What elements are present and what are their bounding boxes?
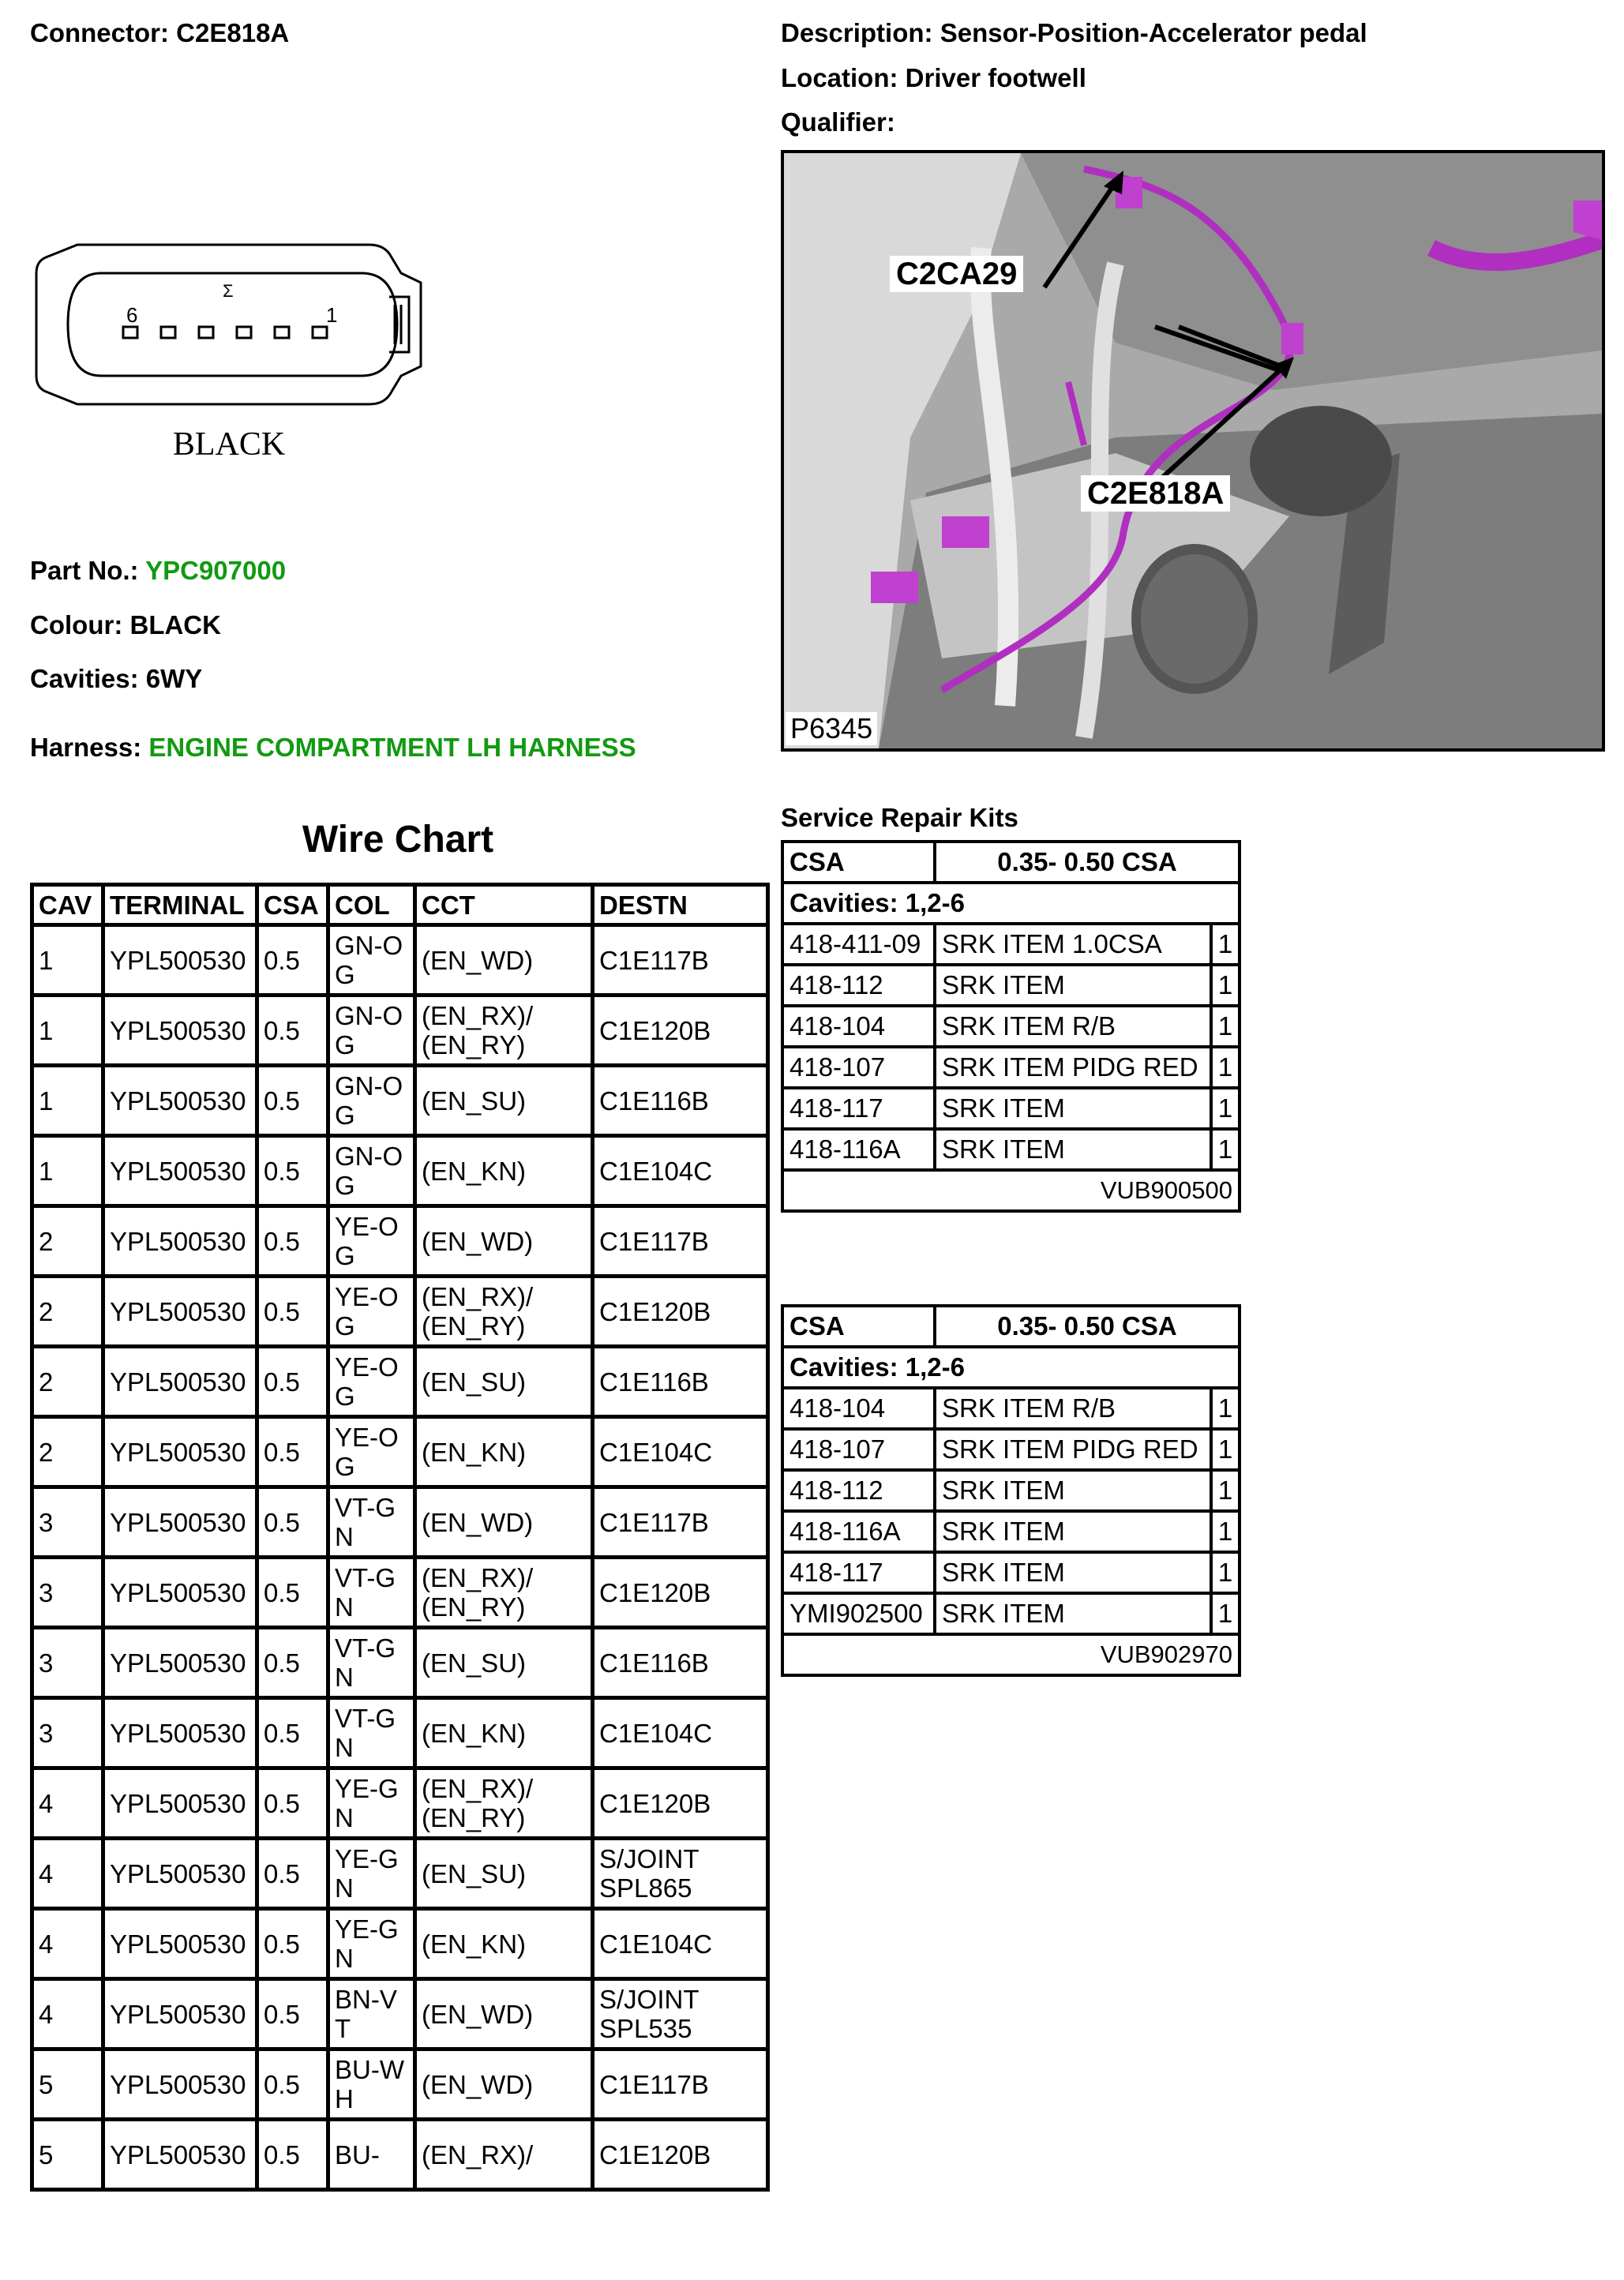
kit-number: VUB902970 bbox=[782, 1634, 1240, 1675]
terminal-cell: YPL500530 bbox=[103, 2120, 257, 2190]
terminal-cell: YPL500530 bbox=[103, 1277, 257, 1347]
csa-cell: 0.5 bbox=[257, 1628, 328, 1698]
circuit-cell: (EN_WD) bbox=[415, 1206, 593, 1277]
wire-chart-row bbox=[32, 1768, 768, 1839]
connector-face-drawing bbox=[30, 234, 429, 467]
csa-cell: 0.5 bbox=[257, 1066, 328, 1136]
circuit-cell: (EN_KN) bbox=[415, 1698, 593, 1768]
circuit-cell: (EN_SU) bbox=[415, 1066, 593, 1136]
kit-item-row bbox=[782, 1129, 1240, 1170]
header-col: COL bbox=[328, 885, 415, 925]
terminal-cell: YPL500530 bbox=[103, 1417, 257, 1487]
cav-cell: 2 bbox=[32, 1417, 103, 1487]
harness-line bbox=[30, 732, 636, 763]
kit-csa-label: CSA bbox=[782, 842, 935, 883]
location-label: Location: bbox=[781, 63, 898, 92]
cav-cell: 1 bbox=[32, 996, 103, 1066]
wire-chart-row bbox=[32, 1839, 768, 1909]
wire-chart-row bbox=[32, 1628, 768, 1698]
colour-cell: BU- bbox=[328, 2120, 415, 2190]
destination-cell: C1E116B bbox=[593, 1628, 768, 1698]
header-cct: CCT bbox=[415, 885, 593, 925]
terminal-cell: YPL500530 bbox=[103, 1979, 257, 2049]
wire-chart-row bbox=[32, 1698, 768, 1768]
circuit-cell: (EN_RX)/ bbox=[415, 2120, 593, 2190]
terminal-cell: YPL500530 bbox=[103, 1768, 257, 1839]
colour-cell: VT-GN bbox=[328, 1558, 415, 1628]
kit-csa-value: 0.35- 0.50 CSA bbox=[935, 1306, 1240, 1347]
kit-item-part: 418-116A bbox=[782, 1129, 935, 1170]
destination-cell: C1E120B bbox=[593, 996, 768, 1066]
destination-cell: C1E120B bbox=[593, 1768, 768, 1839]
wire-chart-row bbox=[32, 1347, 768, 1417]
qualifier-line bbox=[781, 107, 895, 138]
pin-6-label: 6 bbox=[126, 303, 138, 327]
kit-item-quantity: 1 bbox=[1211, 1429, 1240, 1470]
csa-cell: 0.5 bbox=[257, 1487, 328, 1558]
kit-item-row bbox=[782, 965, 1240, 1006]
wire-chart-row bbox=[32, 1277, 768, 1347]
circuit-cell: (EN_WD) bbox=[415, 925, 593, 996]
qualifier-label: Qualifier: bbox=[781, 107, 895, 137]
connector-id: C2E818A bbox=[176, 18, 290, 47]
circuit-cell: (EN_WD) bbox=[415, 1487, 593, 1558]
kit-item-part: 418-107 bbox=[782, 1047, 935, 1088]
kit-item-quantity: 1 bbox=[1211, 1511, 1240, 1552]
wire-chart-row bbox=[32, 2120, 768, 2190]
header-cav: CAV bbox=[32, 885, 103, 925]
colour-cell: GN-OG bbox=[328, 996, 415, 1066]
kit-item-description: SRK ITEM R/B bbox=[935, 1388, 1211, 1429]
kit-item-row bbox=[782, 1552, 1240, 1593]
kit-cavities-row bbox=[782, 1347, 1240, 1388]
service-repair-kits-title: Service Repair Kits bbox=[781, 803, 1018, 832]
kit-item-description: SRK ITEM bbox=[935, 1593, 1211, 1634]
description-label: Description: bbox=[781, 18, 933, 47]
part-number-line bbox=[30, 555, 286, 587]
kit-item-row bbox=[782, 1088, 1240, 1129]
wire-chart-row bbox=[32, 1487, 768, 1558]
kit-item-quantity: 1 bbox=[1211, 1129, 1240, 1170]
kit-item-description: SRK ITEM 1.0CSA bbox=[935, 924, 1211, 965]
circuit-cell: (EN_WD) bbox=[415, 2049, 593, 2120]
colour-cell: YE-OG bbox=[328, 1206, 415, 1277]
kit-number-row bbox=[782, 1634, 1240, 1675]
kit-item-row bbox=[782, 924, 1240, 965]
callout-c2e818a: C2E818A bbox=[1081, 475, 1230, 512]
csa-cell: 0.5 bbox=[257, 1206, 328, 1277]
terminal-cell: YPL500530 bbox=[103, 1558, 257, 1628]
colour-cell: YE-OG bbox=[328, 1417, 415, 1487]
pin-5 bbox=[161, 327, 175, 338]
callout-c2ca29: C2CA29 bbox=[890, 256, 1023, 292]
csa-cell: 0.5 bbox=[257, 1136, 328, 1206]
cavities-label: Cavities: bbox=[30, 664, 139, 693]
destination-cell: C1E120B bbox=[593, 1558, 768, 1628]
kit-item-part: 418-112 bbox=[782, 965, 935, 1006]
cav-cell: 2 bbox=[32, 1277, 103, 1347]
location-photo bbox=[781, 150, 1605, 752]
kit-item-part: 418-104 bbox=[782, 1388, 935, 1429]
csa-cell: 0.5 bbox=[257, 1347, 328, 1417]
kit-item-quantity: 1 bbox=[1211, 1552, 1240, 1593]
wire-chart-row bbox=[32, 2049, 768, 2120]
cav-cell: 4 bbox=[32, 1979, 103, 2049]
terminal-cell: YPL500530 bbox=[103, 1487, 257, 1558]
location-line bbox=[781, 62, 1086, 94]
csa-cell: 0.5 bbox=[257, 1558, 328, 1628]
kit-item-quantity: 1 bbox=[1211, 1006, 1240, 1047]
kit-item-description: SRK ITEM PIDG RED bbox=[935, 1429, 1211, 1470]
destination-cell: C1E120B bbox=[593, 2120, 768, 2190]
kit-csa-value: 0.35- 0.50 CSA bbox=[935, 842, 1240, 883]
circuit-cell: (EN_SU) bbox=[415, 1347, 593, 1417]
kit-number-row bbox=[782, 1170, 1240, 1211]
terminal-cell: YPL500530 bbox=[103, 1066, 257, 1136]
destination-cell: S/JOINT SPL865 bbox=[593, 1839, 768, 1909]
kit-item-description: SRK ITEM bbox=[935, 1129, 1211, 1170]
wire-chart-row bbox=[32, 1206, 768, 1277]
pin-1-label: 1 bbox=[326, 303, 338, 327]
part-number-value[interactable]: YPC907000 bbox=[145, 556, 287, 585]
terminal-cell: YPL500530 bbox=[103, 1909, 257, 1979]
kit-item-row bbox=[782, 1429, 1240, 1470]
image-reference: P6345 bbox=[786, 712, 877, 745]
csa-cell: 0.5 bbox=[257, 1979, 328, 2049]
kit-item-part: 418-107 bbox=[782, 1429, 935, 1470]
destination-cell: C1E117B bbox=[593, 1206, 768, 1277]
destination-cell: C1E116B bbox=[593, 1347, 768, 1417]
pin-2 bbox=[275, 327, 289, 338]
pin-6 bbox=[123, 327, 137, 338]
colour-cell: BN-VT bbox=[328, 1979, 415, 2049]
connector-outer-shell bbox=[36, 245, 421, 404]
kit-number: VUB900500 bbox=[782, 1170, 1240, 1211]
connector-colour-label: BLACK bbox=[172, 426, 286, 463]
kit-item-part: 418-117 bbox=[782, 1552, 935, 1593]
kit-item-quantity: 1 bbox=[1211, 1593, 1240, 1634]
kit-item-quantity: 1 bbox=[1211, 1388, 1240, 1429]
cav-cell: 3 bbox=[32, 1558, 103, 1628]
pin-1 bbox=[313, 327, 327, 338]
colour-cell: YE-GN bbox=[328, 1909, 415, 1979]
csa-cell: 0.5 bbox=[257, 1417, 328, 1487]
header-destn: DESTN bbox=[593, 885, 768, 925]
csa-cell: 0.5 bbox=[257, 996, 328, 1066]
kit-item-row bbox=[782, 1047, 1240, 1088]
connector-label: Connector: bbox=[30, 18, 169, 47]
kit-item-description: SRK ITEM PIDG RED bbox=[935, 1047, 1211, 1088]
cav-cell: 2 bbox=[32, 1206, 103, 1277]
destination-cell: C1E104C bbox=[593, 1136, 768, 1206]
colour-line bbox=[30, 609, 221, 641]
colour-cell: BU-WH bbox=[328, 2049, 415, 2120]
colour-value: BLACK bbox=[129, 610, 221, 639]
pin-4 bbox=[199, 327, 213, 338]
destination-cell: C1E116B bbox=[593, 1066, 768, 1136]
kit-item-part: 418-104 bbox=[782, 1006, 935, 1047]
cav-cell: 3 bbox=[32, 1698, 103, 1768]
repair-kit-table-2 bbox=[781, 1304, 1241, 1677]
kit-item-quantity: 1 bbox=[1211, 1047, 1240, 1088]
pin-3 bbox=[237, 327, 251, 338]
photo-illustration bbox=[784, 153, 1602, 748]
wire-chart-row bbox=[32, 1066, 768, 1136]
circuit-cell: (EN_KN) bbox=[415, 1136, 593, 1206]
terminal-cell: YPL500530 bbox=[103, 1347, 257, 1417]
harness-value[interactable]: ENGINE COMPARTMENT LH HARNESS bbox=[148, 733, 636, 762]
kit-item-part: 418-116A bbox=[782, 1511, 935, 1552]
kit-item-quantity: 1 bbox=[1211, 965, 1240, 1006]
header-terminal: TERMINAL bbox=[103, 885, 257, 925]
colour-cell: VT-GN bbox=[328, 1628, 415, 1698]
colour-cell: GN-OG bbox=[328, 1066, 415, 1136]
terminal-cell: YPL500530 bbox=[103, 996, 257, 1066]
colour-cell: YE-GN bbox=[328, 1768, 415, 1839]
circuit-cell: (EN_RX)/ (EN_RY) bbox=[415, 1558, 593, 1628]
destination-cell: C1E117B bbox=[593, 925, 768, 996]
wire-chart-row bbox=[32, 1909, 768, 1979]
circuit-cell: (EN_KN) bbox=[415, 1909, 593, 1979]
kit-item-row bbox=[782, 1006, 1240, 1047]
colour-cell: VT-GN bbox=[328, 1487, 415, 1558]
colour-cell: GN-OG bbox=[328, 925, 415, 996]
circuit-cell: (EN_SU) bbox=[415, 1628, 593, 1698]
circuit-cell: (EN_KN) bbox=[415, 1417, 593, 1487]
cav-cell: 4 bbox=[32, 1909, 103, 1979]
wire-chart-header-row bbox=[32, 885, 768, 925]
csa-cell: 0.5 bbox=[257, 1909, 328, 1979]
circuit-cell: (EN_RX)/ (EN_RY) bbox=[415, 1768, 593, 1839]
kit-item-description: SRK ITEM bbox=[935, 965, 1211, 1006]
wire-chart-row bbox=[32, 1979, 768, 2049]
kit-cavities-row bbox=[782, 883, 1240, 924]
kit-csa-row bbox=[782, 1306, 1240, 1347]
cav-cell: 3 bbox=[32, 1628, 103, 1698]
cav-cell: 1 bbox=[32, 1066, 103, 1136]
destination-cell: C1E104C bbox=[593, 1417, 768, 1487]
cav-cell: 2 bbox=[32, 1347, 103, 1417]
cavities-value: 6WY bbox=[145, 664, 203, 693]
kit-item-quantity: 1 bbox=[1211, 1088, 1240, 1129]
cav-cell: 1 bbox=[32, 925, 103, 996]
colour-cell: VT-GN bbox=[328, 1698, 415, 1768]
wire-chart-row bbox=[32, 1136, 768, 1206]
wire-chart-row bbox=[32, 1558, 768, 1628]
circuit-cell: (EN_WD) bbox=[415, 1979, 593, 2049]
kit-item-row bbox=[782, 1511, 1240, 1552]
kit-item-row bbox=[782, 1593, 1240, 1634]
cav-cell: 4 bbox=[32, 1839, 103, 1909]
kit-csa-label: CSA bbox=[782, 1306, 935, 1347]
circuit-cell: (EN_RX)/ (EN_RY) bbox=[415, 1277, 593, 1347]
kit-item-part: 418-112 bbox=[782, 1470, 935, 1511]
csa-cell: 0.5 bbox=[257, 1768, 328, 1839]
destination-cell: C1E117B bbox=[593, 1487, 768, 1558]
kit-item-description: SRK ITEM bbox=[935, 1511, 1211, 1552]
wire-chart-table bbox=[30, 883, 770, 2192]
cav-cell: 1 bbox=[32, 1136, 103, 1206]
csa-cell: 0.5 bbox=[257, 925, 328, 996]
kit-item-quantity: 1 bbox=[1211, 924, 1240, 965]
circuit-cell: (EN_SU) bbox=[415, 1839, 593, 1909]
destination-cell: C1E104C bbox=[593, 1909, 768, 1979]
kit-item-part: YMI902500 bbox=[782, 1593, 935, 1634]
destination-cell: S/JOINT SPL535 bbox=[593, 1979, 768, 2049]
colour-cell: GN-OG bbox=[328, 1136, 415, 1206]
location-value: Driver footwell bbox=[905, 63, 1086, 92]
kit-item-part: 418-411-09 bbox=[782, 924, 935, 965]
terminal-cell: YPL500530 bbox=[103, 1839, 257, 1909]
csa-cell: 0.5 bbox=[257, 1277, 328, 1347]
terminal-cell: YPL500530 bbox=[103, 2049, 257, 2120]
colour-cell: YE-OG bbox=[328, 1277, 415, 1347]
csa-cell: 0.5 bbox=[257, 2120, 328, 2190]
destination-cell: C1E104C bbox=[593, 1698, 768, 1768]
terminal-cell: YPL500530 bbox=[103, 1628, 257, 1698]
kit-item-part: 418-117 bbox=[782, 1088, 935, 1129]
kit-item-description: SRK ITEM bbox=[935, 1470, 1211, 1511]
csa-cell: 0.5 bbox=[257, 2049, 328, 2120]
description-line bbox=[781, 17, 1367, 49]
terminal-cell: YPL500530 bbox=[103, 925, 257, 996]
kit-cavities: Cavities: 1,2-6 bbox=[782, 883, 1240, 924]
kit-item-description: SRK ITEM bbox=[935, 1552, 1211, 1593]
colour-label: Colour: bbox=[30, 610, 123, 639]
kit-item-row bbox=[782, 1470, 1240, 1511]
terminal-cell: YPL500530 bbox=[103, 1136, 257, 1206]
cav-cell: 5 bbox=[32, 2120, 103, 2190]
wire-chart-row bbox=[32, 1417, 768, 1487]
kit-item-row bbox=[782, 1388, 1240, 1429]
kit-item-quantity: 1 bbox=[1211, 1470, 1240, 1511]
circuit-cell: (EN_RX)/ (EN_RY) bbox=[415, 996, 593, 1066]
part-number-label: Part No.: bbox=[30, 556, 139, 585]
kit-csa-row bbox=[782, 842, 1240, 883]
harness-label: Harness: bbox=[30, 733, 142, 762]
kit-item-description: SRK ITEM R/B bbox=[935, 1006, 1211, 1047]
description-value: Sensor-Position-Accelerator pedal bbox=[940, 18, 1367, 47]
colour-cell: YE-OG bbox=[328, 1347, 415, 1417]
connector-heading bbox=[30, 17, 289, 49]
cav-cell: 5 bbox=[32, 2049, 103, 2120]
kit-cavities: Cavities: 1,2-6 bbox=[782, 1347, 1240, 1388]
header-csa: CSA bbox=[257, 885, 328, 925]
colour-cell: YE-GN bbox=[328, 1839, 415, 1909]
terminal-cell: YPL500530 bbox=[103, 1206, 257, 1277]
repair-kit-table-1 bbox=[781, 840, 1241, 1213]
cav-cell: 3 bbox=[32, 1487, 103, 1558]
kit-item-description: SRK ITEM bbox=[935, 1088, 1211, 1129]
destination-cell: C1E120B bbox=[593, 1277, 768, 1347]
key-marker: Σ bbox=[223, 281, 234, 301]
csa-cell: 0.5 bbox=[257, 1698, 328, 1768]
wire-chart-row bbox=[32, 925, 768, 996]
cavities-line bbox=[30, 663, 202, 695]
csa-cell: 0.5 bbox=[257, 1839, 328, 1909]
terminal-cell: YPL500530 bbox=[103, 1698, 257, 1768]
wire-chart-row bbox=[32, 996, 768, 1066]
cav-cell: 4 bbox=[32, 1768, 103, 1839]
destination-cell: C1E117B bbox=[593, 2049, 768, 2120]
wire-chart-title: Wire Chart bbox=[302, 819, 494, 861]
